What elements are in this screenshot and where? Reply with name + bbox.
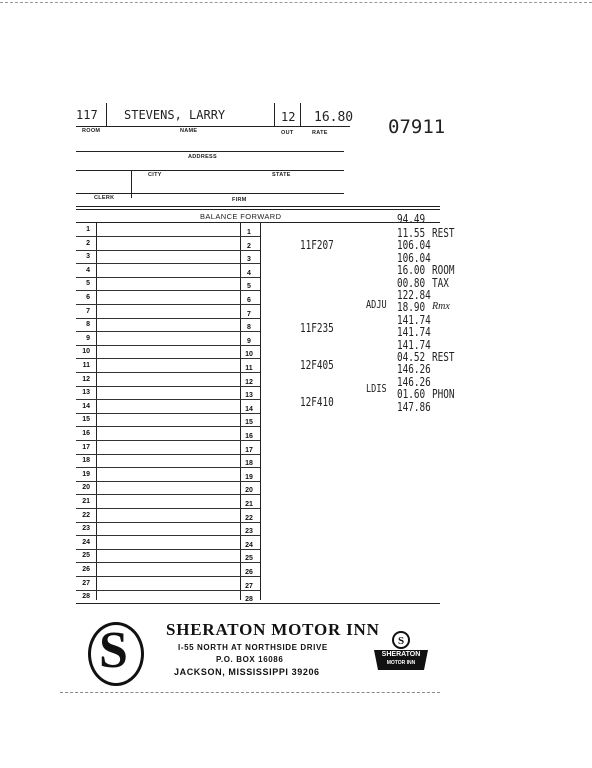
row-number-left: 22 xyxy=(82,511,90,519)
row-rule xyxy=(76,454,260,455)
top-dashed-edge xyxy=(0,2,592,3)
left-number-column-line xyxy=(96,222,97,600)
row-number-right: 18 xyxy=(245,460,253,468)
out-value: 12 xyxy=(281,110,296,124)
row-rule xyxy=(76,331,260,332)
ledger-top-rule-2 xyxy=(76,209,440,210)
ledger-amount: 147.86 xyxy=(397,399,431,414)
ledger-amount: 00.80 xyxy=(397,275,426,290)
hotel-address-line-3: JACKSON, MISSISSIPPI 39206 xyxy=(174,667,320,677)
row-rule xyxy=(76,290,260,291)
row-number-right: 8 xyxy=(247,324,251,332)
row-number-right: 2 xyxy=(247,242,251,250)
row-number-left: 20 xyxy=(82,484,90,492)
long-distance-code: LDIS xyxy=(366,382,387,395)
row-rule xyxy=(76,467,260,468)
row-number-left: 12 xyxy=(82,375,90,383)
row-number-right: 22 xyxy=(245,514,253,522)
row-number-left: 4 xyxy=(86,266,90,274)
row-rule xyxy=(76,386,260,387)
row-rule xyxy=(76,440,260,441)
ledger-amount: 146.26 xyxy=(397,362,431,377)
row-number-right: 13 xyxy=(245,392,253,400)
state-label: STATE xyxy=(272,172,291,178)
hotel-address-line-1: I-55 NORTH AT NORTHSIDE DRIVE xyxy=(178,643,328,652)
city-label: CITY xyxy=(148,172,162,178)
row-number-left: 17 xyxy=(82,443,90,451)
row-number-right: 19 xyxy=(245,473,253,481)
rate-label: RATE xyxy=(312,130,328,136)
row-number-right: 26 xyxy=(245,569,253,576)
row-number-right: 15 xyxy=(245,419,253,427)
ledger-top-rule xyxy=(76,206,440,207)
ledger-amount: 141.74 xyxy=(397,312,431,327)
sheraton-logo-mark: S xyxy=(99,622,128,679)
row-number-right: 4 xyxy=(247,269,251,277)
right-number-column-line xyxy=(260,222,261,600)
row-rule xyxy=(76,590,260,591)
row-number-left: 13 xyxy=(82,389,90,397)
ledger-amount: 01.60 xyxy=(397,387,426,402)
row-number-right: 11 xyxy=(245,365,253,372)
row-number-right: 10 xyxy=(245,351,253,359)
row-rule xyxy=(76,372,260,373)
clerk-rule xyxy=(76,193,344,194)
row-number-left: 26 xyxy=(82,566,90,573)
row-number-left: 23 xyxy=(82,525,90,533)
row-rule xyxy=(76,399,260,400)
ledger-header-rule xyxy=(76,222,440,223)
row-number-right: 5 xyxy=(247,283,251,291)
row-rule xyxy=(76,508,260,509)
row-number-right: 28 xyxy=(245,596,253,604)
row-number-right: 17 xyxy=(245,446,253,454)
address-label: ADDRESS xyxy=(188,154,217,160)
row-number-right: 21 xyxy=(245,501,253,508)
row-number-left: 21 xyxy=(82,498,90,505)
row-number-left: 7 xyxy=(86,307,90,315)
row-number-right: 25 xyxy=(245,555,253,563)
row-rule xyxy=(76,413,260,414)
ref-code: 11F207 xyxy=(300,238,334,252)
name-label: NAME xyxy=(180,128,198,134)
ledger-amount: 146.26 xyxy=(397,374,431,389)
row-number-right: 23 xyxy=(245,528,253,536)
row-rule xyxy=(76,358,260,359)
ledger-amount: 122.84 xyxy=(397,288,431,302)
row-number-left: 1 xyxy=(86,226,90,233)
row-rule xyxy=(76,549,260,550)
row-number-left: 28 xyxy=(82,593,90,601)
row-number-right: 20 xyxy=(245,487,253,495)
row-rule xyxy=(76,345,260,346)
balance-forward-value: 94.49 xyxy=(397,212,426,226)
ledger-description: ROOM xyxy=(432,263,455,278)
ledger-amount: 141.74 xyxy=(397,325,431,340)
row-number-right: 27 xyxy=(245,582,253,590)
badge-text-sheraton: SHERATON xyxy=(381,651,421,658)
firm-label: FIRM xyxy=(232,197,247,203)
row-number-left: 18 xyxy=(82,457,90,465)
room-value: 117 xyxy=(76,108,98,122)
row-rule xyxy=(76,304,260,305)
out-label: OUT xyxy=(281,130,294,136)
row-number-right: 9 xyxy=(247,337,251,345)
ticket-number: 07911 xyxy=(388,116,446,138)
ledger-amount: 106.04 xyxy=(397,238,431,253)
row-number-left: 6 xyxy=(86,294,90,301)
ledger-amount: 106.04 xyxy=(397,250,431,265)
ref-code: 12F405 xyxy=(300,358,334,372)
row-number-right: 7 xyxy=(247,310,251,318)
hotel-name: SHERATON MOTOR INN xyxy=(166,620,380,639)
bottom-dashed-rule xyxy=(60,692,440,693)
row-rule xyxy=(76,318,260,319)
ledger-description: REST xyxy=(432,226,455,240)
room-divider xyxy=(106,103,107,127)
row-number-left: 2 xyxy=(86,239,90,247)
row-number-left: 8 xyxy=(86,321,90,329)
row-rule xyxy=(76,522,260,523)
row-number-left: 9 xyxy=(86,334,90,342)
row-number-left: 25 xyxy=(82,552,90,560)
row-number-right: 16 xyxy=(245,433,253,440)
header-rule xyxy=(76,126,350,127)
row-number-left: 16 xyxy=(82,430,90,437)
handwritten-annotation: Rmx xyxy=(432,301,450,312)
ledger-description: TAX xyxy=(432,275,449,290)
row-rule xyxy=(76,277,260,278)
address-rule xyxy=(76,151,344,152)
row-number-left: 27 xyxy=(82,579,90,587)
row-number-left: 10 xyxy=(82,348,90,356)
adjustment-code: ADJU xyxy=(366,298,387,311)
ledger-amount: 18.90 xyxy=(397,300,426,315)
city-rule xyxy=(76,170,344,171)
ledger-amount: 141.74 xyxy=(397,337,431,352)
row-number-left: 3 xyxy=(86,253,90,261)
row-number-left: 15 xyxy=(82,416,90,424)
row-number-right: 24 xyxy=(245,541,253,549)
row-number-left: 5 xyxy=(86,280,90,288)
ref-code: 12F410 xyxy=(300,395,334,409)
row-number-left: 24 xyxy=(82,538,90,546)
row-number-right: 14 xyxy=(245,405,253,413)
row-number-right: 3 xyxy=(247,256,251,264)
ledger-amount: 04.52 xyxy=(397,350,426,364)
row-rule xyxy=(76,250,260,251)
row-rule xyxy=(76,263,260,264)
row-rule xyxy=(76,481,260,482)
ledger-description: REST xyxy=(432,350,455,364)
balance-forward-label: BALANCE FORWARD xyxy=(200,212,282,221)
row-rule xyxy=(76,562,260,563)
out-divider xyxy=(300,103,301,127)
row-number-right: 12 xyxy=(245,378,253,386)
row-number-left: 11 xyxy=(82,362,90,369)
ledger-bottom-rule xyxy=(76,603,440,604)
ledger-amount: 16.00 xyxy=(397,263,426,278)
row-rule xyxy=(76,494,260,495)
row-number-right: 6 xyxy=(247,297,251,304)
ledger-amount: 11.55 xyxy=(397,226,426,240)
svg-text:S: S xyxy=(397,635,405,647)
row-number-left: 14 xyxy=(82,402,90,410)
row-rule xyxy=(76,535,260,536)
badge-text-motor-inn: MOTOR INN xyxy=(386,660,416,666)
room-label: ROOM xyxy=(82,128,101,134)
guest-name-value: STEVENS, LARRY xyxy=(124,108,226,122)
name-divider xyxy=(274,103,275,127)
ledger-description: PHON xyxy=(432,387,455,402)
row-rule xyxy=(76,236,260,237)
hotel-address-line-2: P.O. BOX 16086 xyxy=(216,655,284,664)
rate-value: 16.80 xyxy=(314,110,354,125)
row-number-right: 1 xyxy=(247,229,251,236)
ref-code: 11F235 xyxy=(300,321,334,335)
clerk-label: CLERK xyxy=(94,195,115,201)
row-rule xyxy=(76,426,260,427)
row-number-left: 19 xyxy=(82,470,90,478)
row-rule xyxy=(76,576,260,577)
